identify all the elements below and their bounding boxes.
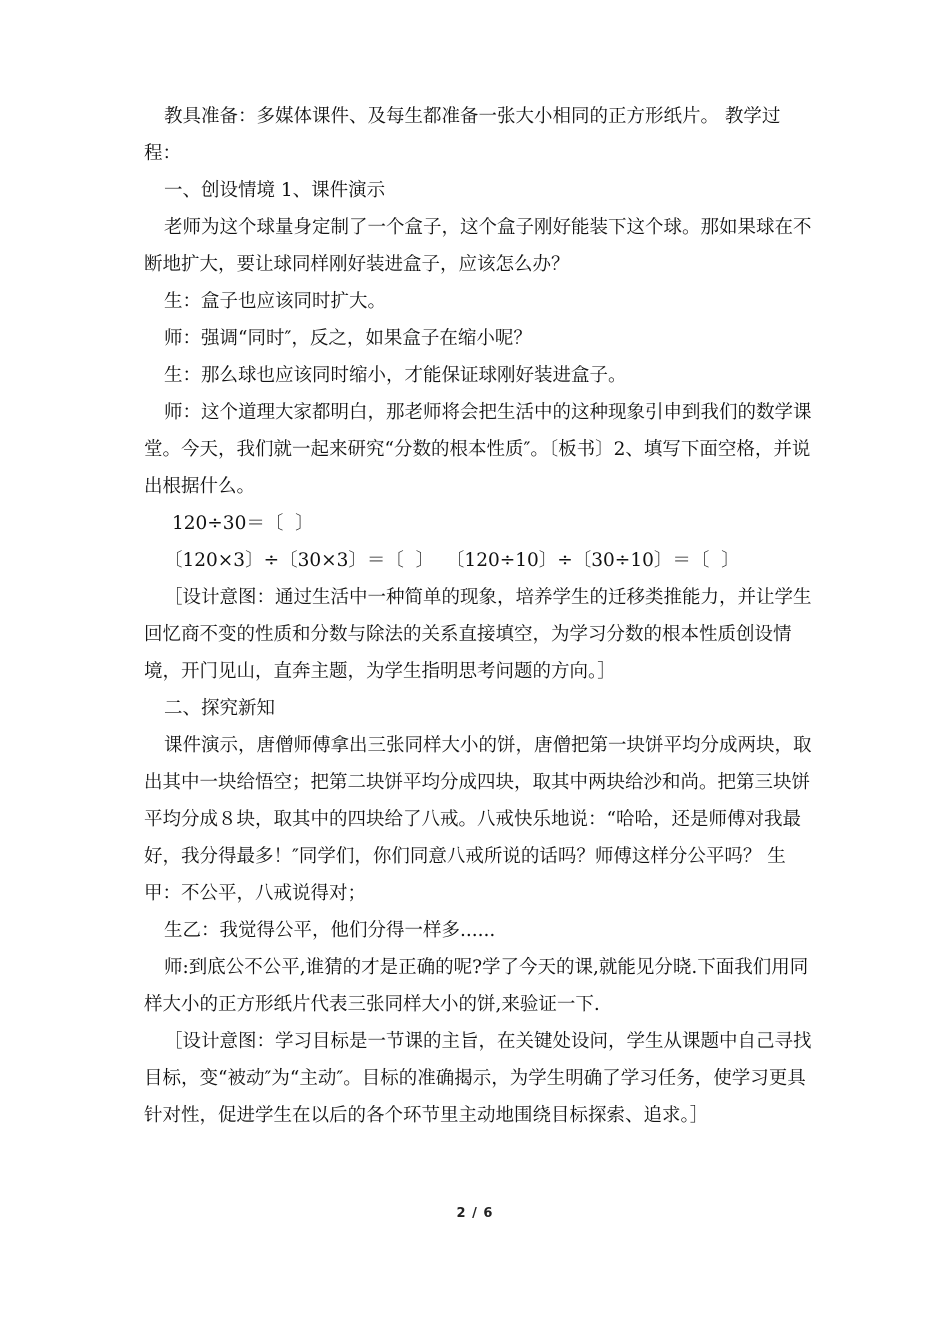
paragraph-student-1: 生：盒子也应该同时扩大。 (164, 291, 387, 312)
paragraph-teacher-3: 师:到底公不公平,谁猜的才是正确的呢?学了今天的课,就能见分晓.下面我们用同样大小的正方形纸片代表三张同样大小的饼,来验证一下. (144, 957, 809, 1015)
paragraph-materials: 教具准备：多媒体课件、及每生都准备一张大小相同的正方形纸片。 教学过程： (144, 106, 781, 164)
page-number: 2 / 6 (456, 1206, 494, 1221)
heading-situation: 一、创设情境 1、课件演示 (164, 180, 386, 201)
paragraph-teacher-2: 师：这个道理大家都明白，那老师将会把生活中的这种现象引申到我们的数学课堂。今天，我们就一起来研究“分数的根本性质″。〔板书〕2、填写下面空格，并说出根据什么。 (144, 402, 812, 497)
paragraph-design-intent-1: ［设计意图：通过生活中一种简单的现象，培养学生的迁移类推能力，并让学生回忆商不变的性质和分数与除法的关系直接填空，为学习分数的根本性质创设情境，开门见山，直奔主题，为学生指明思考问题的方向。］ (144, 587, 812, 682)
math-line-2: 〔120×3〕÷〔30×3〕＝〔 〕 〔120÷10〕÷〔30÷10〕＝〔 〕 (164, 550, 740, 571)
document-body (144, 98, 812, 1134)
paragraph-teacher-1: 师：强调“同时″，反之，如果盒子在缩小呢？ (164, 328, 532, 349)
math-line-1: 120÷30＝〔 〕 (172, 513, 314, 534)
heading-explore: 二、探究新知 (164, 698, 276, 719)
paragraph-ball-box: 老师为这个球量身定制了一个盒子，这个盒子刚好能装下这个球。那如果球在不断地扩大，要让球同样刚好装进盒子，应该怎么办？ (144, 217, 812, 275)
paragraph-student-2: 生：那么球也应该同时缩小，才能保证球刚好装进盒子。 (164, 365, 627, 386)
paragraph-courseware-story: 课件演示，唐僧师傅拿出三张同样大小的饼，唐僧把第一块饼平均分成两块，取出其中一块给悟空；把第二块饼平均分成四块，取其中两块给沙和尚。把第三块饼平均分成８块，取其中的四块给了八戒。八戒快乐地说：“哈哈，还是师傅对我最好，我分得最多！″同学们，你们同意八戒所说的话吗？师傅这样分公平吗？ 生甲：不公平，八戒说得对； (144, 735, 812, 904)
paragraph-design-intent-2: ［设计意图：学习目标是一节课的主旨，在关键处设问，学生从课题中自己寻找目标，变“被动″为“主动″。目标的准确揭示，为学生明确了学习任务，使学习更具针对性，促进学生在以后的各个环节里主动地围绕目标探索、追求。］ (144, 1031, 812, 1126)
paragraph-student-yi: 生乙：我觉得公平，他们分得一样多...... (164, 920, 496, 941)
